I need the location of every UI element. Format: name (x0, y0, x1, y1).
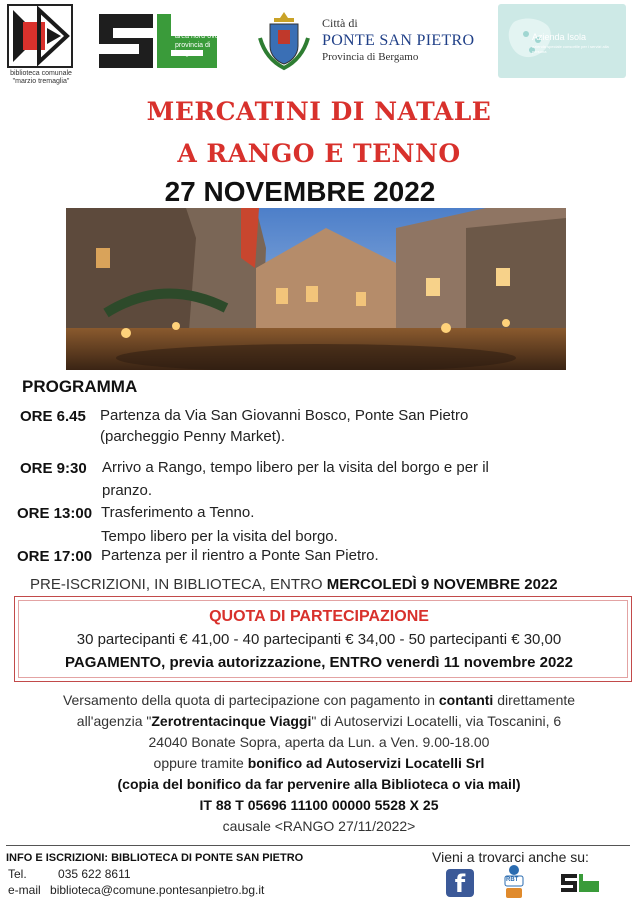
city-prefix: Città di (322, 16, 358, 30)
bank-transfer-recipient: bonifico ad Autoservizi Locatelli Srl (247, 755, 485, 771)
program-line: Partenza per il rientro a Ponte San Pietro. (101, 547, 379, 564)
phone-number: 035 622 8611 (58, 867, 131, 881)
payment-text: Versamento della quota di partecipazione con pagamento in (62, 692, 439, 708)
program-line: Partenza da Via San Giovanni Bosco, Ponte San Pietro (100, 407, 469, 424)
program-line: pranzo. (102, 482, 153, 499)
email-label: e-mail (8, 883, 41, 897)
rbt-icon[interactable] (503, 864, 525, 900)
program-time: ORE 9:30 (20, 460, 87, 477)
program-line: Trasferimento a Tenno. (101, 504, 255, 521)
rbt-label: RBT (506, 877, 519, 883)
iban: IT 88 T 05696 11100 00000 5528 X 25 (199, 797, 439, 813)
sb-text-3: provincia di bergamo (175, 41, 211, 57)
payment-line-4 (0, 755, 638, 771)
quota-payment-deadline: PAGAMENTO, previa autorizzazione, ENTRO venerdì 11 novembre 2022 (65, 654, 573, 671)
program-line: Arrivo a Rango, tempo libero per la visita del borgo e per il (102, 459, 489, 476)
program-time: ORE 13:00 (17, 505, 93, 522)
agency-name: Zerotrentacinque Viaggi (151, 713, 312, 729)
biblioteca-caption-1: biblioteca comunale (10, 70, 72, 77)
payment-text: all'agenzia " (76, 713, 152, 729)
village-photo (66, 208, 566, 370)
sistema-bibliotecario-logo (95, 6, 237, 76)
payment-text: " di Autoservizi Locatelli, via Toscanini, 6 (311, 713, 562, 729)
program-time: ORE 6.45 (20, 408, 86, 425)
payment-text: oppure tramite (153, 755, 248, 771)
biblioteca-logo-mark (9, 6, 71, 66)
facebook-icon[interactable]: f (446, 869, 474, 897)
biblioteca-logo (5, 4, 77, 88)
event-date: 27 NOVEMBRE 2022 (164, 176, 436, 207)
azienda-isola-logo (498, 4, 626, 78)
payment-cash: contanti (438, 692, 494, 708)
program-heading: PROGRAMMA (22, 377, 138, 396)
payment-line-5: (copia del bonifico da far pervenire alla Biblioteca o via mail) (117, 776, 521, 792)
sb-text-1: sistema bibliotecario (175, 16, 213, 32)
isola-subtitle: azienda speciale consortile per i servizi alla persona (532, 44, 609, 54)
program-line: (parcheggio Penny Market). (100, 428, 286, 445)
quota-title: QUOTA DI PARTECIPAZIONE (209, 608, 429, 625)
city-block (322, 16, 492, 63)
city-name: PONTE SAN PIETRO (322, 32, 475, 49)
sb-logo-icon[interactable] (560, 872, 600, 894)
preregistration-note (30, 576, 558, 593)
program-item-4 (101, 545, 379, 566)
payment-text: direttamente (493, 692, 576, 708)
payment-line-1 (0, 692, 638, 708)
program-time: ORE 17:00 (17, 548, 93, 565)
social-heading: Vieni a trovarci anche su: (432, 849, 589, 865)
quota-prices: 30 partecipanti € 41,00 - 40 partecipanti € 34,00 - 50 partecipanti € 30,00 (76, 631, 562, 648)
title-line-1: MERCATINI DI NATALE (146, 97, 492, 126)
sb-text-2: area nord-ovest (175, 33, 225, 40)
email-link[interactable]: biblioteca@comune.pontesanpietro.bg.it (50, 883, 265, 897)
title-line-2: A RANGO E TENNO (177, 139, 461, 168)
program-line: Tempo libero per la visita del borgo. (101, 528, 338, 545)
payment-line-2 (0, 713, 638, 729)
preregistration-deadline: MERCOLEDÌ 9 NOVEMBRE 2022 (326, 576, 558, 593)
program-item-2 (102, 457, 489, 501)
payment-line-3: 24040 Bonate Sopra, aperta da Lun. a Ven. 9.00-18.00 (148, 734, 490, 750)
footer-divider (6, 845, 630, 846)
city-province: Provincia di Bergamo (322, 51, 419, 63)
preregistration-text: PRE-ISCRIZIONI, IN BIBLIOTECA, ENTRO (30, 576, 327, 593)
phone-label: Tel. (8, 867, 27, 881)
footer-phone (8, 867, 131, 881)
program-item-3 (101, 502, 338, 547)
isola-name: Azienda Isola (532, 32, 587, 42)
causale: causale <RANGO 27/11/2022> (222, 818, 416, 834)
biblioteca-caption-2: "marzio tremaglia" (12, 78, 70, 85)
city-crest-icon (254, 10, 314, 74)
footer-email (8, 883, 264, 897)
footer-info: INFO E ISCRIZIONI: BIBLIOTECA DI PONTE SAN PIETRO (6, 852, 304, 864)
program-item-1 (100, 405, 468, 447)
